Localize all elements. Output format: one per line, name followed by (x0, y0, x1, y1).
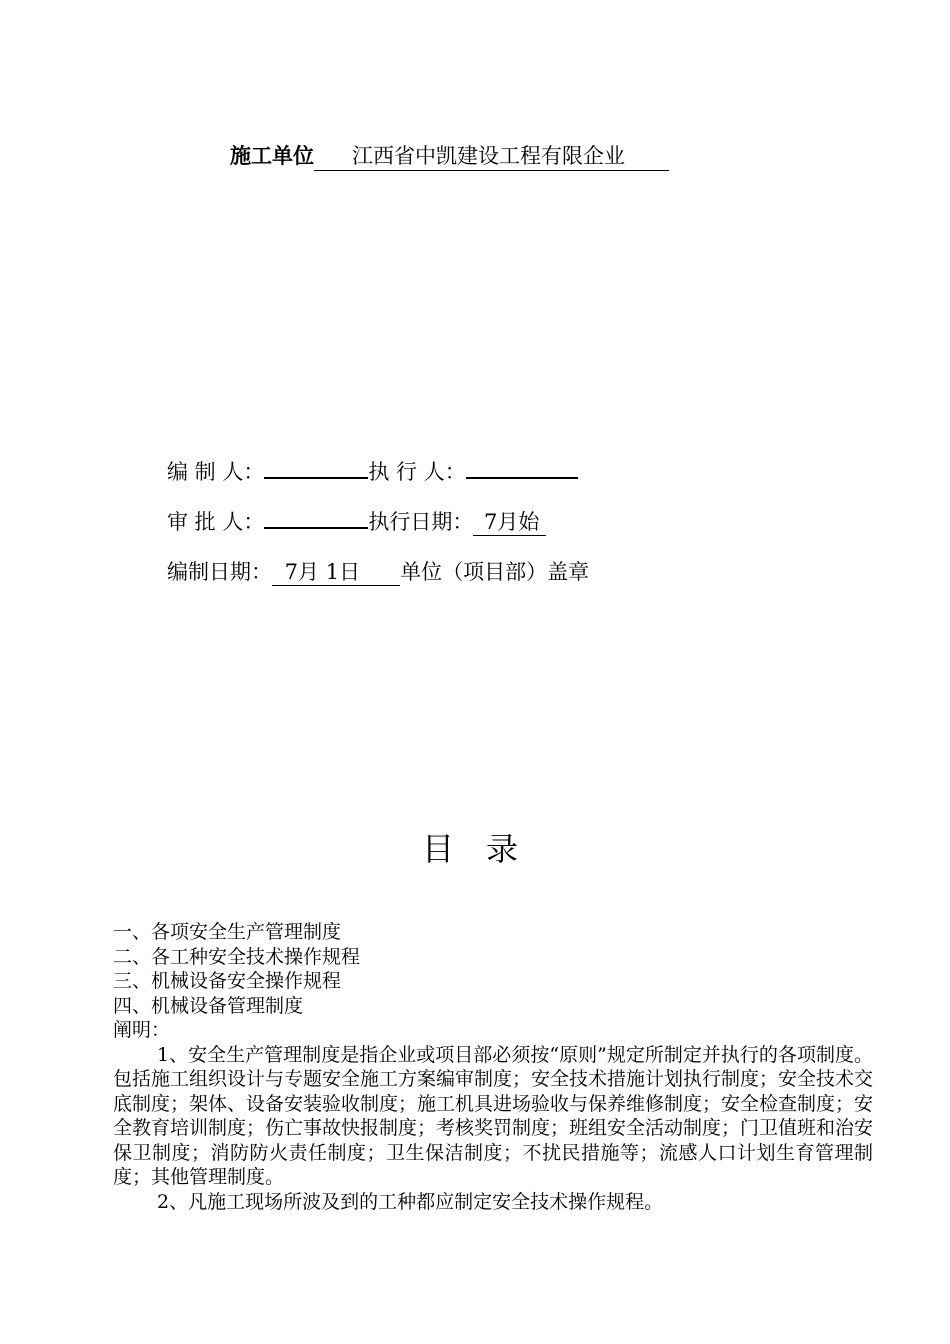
compile-date-value: 7月 1日 (272, 559, 400, 586)
construction-unit-value: 江西省中凯建设工程有限企业 (314, 143, 669, 171)
construction-unit-label: 施工单位 (230, 143, 314, 168)
seal-label: 单位（项目部）盖章 (400, 560, 590, 584)
toc-item: 二、各工种安全技术操作规程 (113, 945, 361, 968)
exec-date-label: 执行日期： (368, 510, 474, 534)
signature-row-3 (167, 557, 589, 587)
compiler-blank (264, 457, 368, 479)
approver-blank (264, 507, 368, 529)
toc-item: 一、各项安全生产管理制度 (113, 921, 342, 943)
toc-item: 四、机械设备管理制度 (113, 994, 304, 1017)
note-label: 阐明： (113, 1019, 171, 1041)
toc-item: 三、机械设备安全操作规程 (113, 970, 342, 992)
signature-row-2 (167, 507, 546, 537)
compile-date-label: 编制日期： (167, 560, 272, 584)
exec-date-value: 7月始 (473, 509, 546, 536)
toc-list (113, 920, 873, 1214)
note-paragraph-2: 2、凡施工现场所波及到的工种都应制定安全技术操作规程。 (157, 1190, 664, 1213)
note-paragraph-1: 1、安全生产管理制度是指企业或项目部必须按“原则”规定所制定并执行的各项制度。包括施工组织设计与专题安全施工方案编审制度；安全技术措施计划执行制度；安全技术交底制度；架体、设备安装验收制度；施工机具进场验收与保养维修制度；安全检查制度；安全教育培训制度；伤亡事故快报制度；考核奖罚制度；班组安全活动制度；门卫值班和治安保卫制度；消防防火责任制度；卫生保洁制度；不扰民措施等；流感人口计划生育管理制度；其他管理制度。 (113, 1043, 874, 1188)
compiler-label: 编 制 人： (167, 460, 265, 484)
approver-label: 审 批 人： (167, 510, 265, 534)
toc-title: 目录 (421, 830, 550, 868)
executor-blank (466, 457, 578, 479)
construction-unit-line (230, 141, 669, 171)
signature-row-1 (167, 457, 578, 487)
executor-label: 执 行 人： (368, 460, 466, 484)
